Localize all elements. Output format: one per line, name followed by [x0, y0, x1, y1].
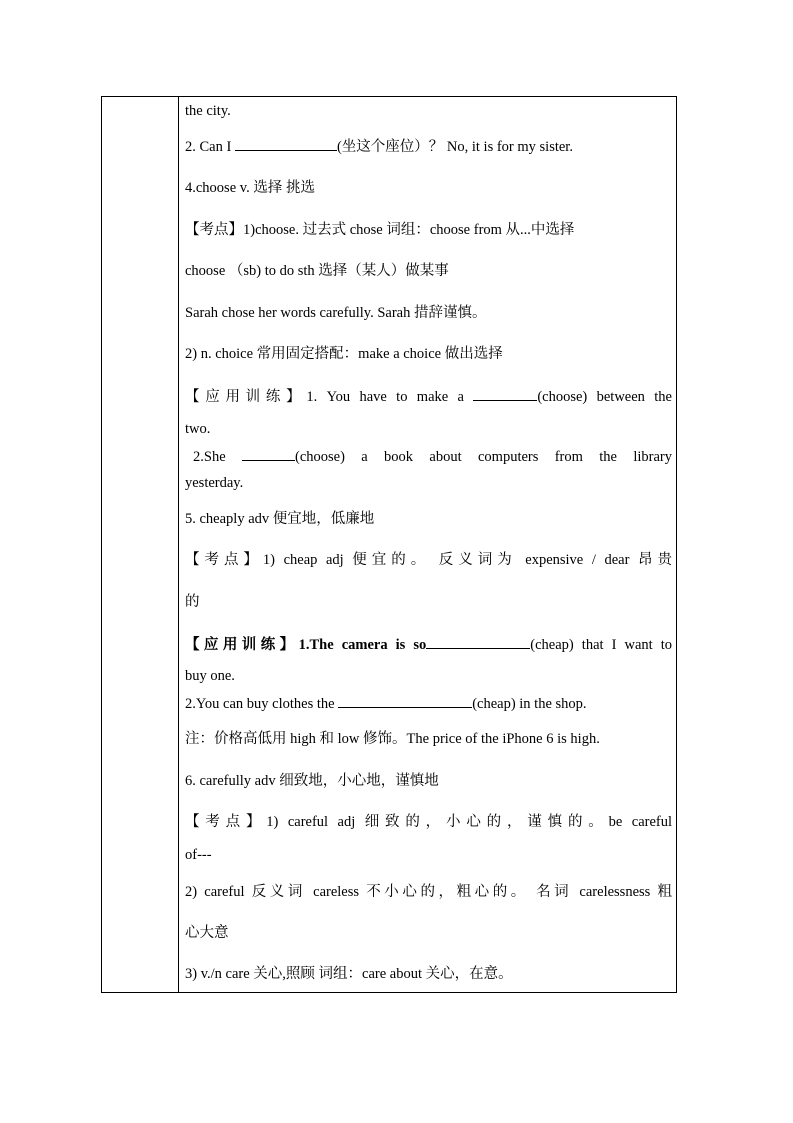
text-line: 3) v./n care 关心,照顾 词组：care about 关心，在意。	[185, 966, 513, 982]
vocab-heading: 5. cheaply adv 便宜地，低廉地	[185, 511, 375, 527]
key-point-line: 【考点】1)choose. 过去式 chose 词组：choose from 从...中选择	[185, 222, 575, 238]
exercise-text: 2.She	[193, 449, 242, 465]
text-line: 2) n. choice 常用固定搭配：make a choice 做出选择	[185, 346, 503, 362]
key-point-line: 【考点】1) careful adj 细致的，小心的，谨慎的。be careful	[185, 814, 672, 830]
vocab-heading: 6. carefully adv 细致地，小心地，谨慎地	[185, 773, 439, 789]
exercise-text: (choose) between the	[537, 389, 672, 405]
text-line: 心大意	[185, 925, 229, 941]
exercise-line	[185, 387, 672, 406]
note-line: 注：价格高低用 high 和 low 修饰。The price of the iPhone 6 is high.	[185, 731, 600, 747]
exercise-text: 【应用训练】1. You have to make a	[185, 389, 474, 405]
exercise-line	[185, 137, 573, 156]
vocab-heading: 4.choose v. 选择 挑选	[185, 180, 315, 196]
text-line: two.	[185, 421, 211, 437]
key-point-line: 【考点】1) cheap adj 便宜的。 反义词为 expensive / dear 昂贵	[185, 552, 672, 568]
text-line: of---	[185, 847, 212, 863]
exercise-text: 2. Can I	[185, 139, 235, 155]
text-line: yesterday.	[185, 475, 244, 491]
exercise-text: (choose) a book about computers from the library	[294, 449, 672, 465]
text-line: 2) careful 反义词 careless 不小心的，粗心的。 名词 carelessness 粗	[185, 884, 672, 900]
fill-blank[interactable]	[235, 137, 337, 151]
text-line: 的	[185, 594, 200, 610]
exercise-line	[193, 447, 672, 466]
exercise-text: (cheap) that I want to	[530, 637, 672, 653]
text-line: choose （sb) to do sth 选择（某人）做某事	[185, 263, 449, 279]
column-divider	[178, 97, 179, 992]
fill-blank[interactable]	[426, 635, 530, 649]
text-line: buy one.	[185, 668, 235, 684]
fill-blank[interactable]	[338, 694, 472, 708]
fill-blank[interactable]	[242, 447, 295, 461]
notes-table	[101, 96, 677, 993]
text-line: the city.	[185, 103, 231, 119]
example-sentence: Sarah chose her words carefully. Sarah 措辞谨慎。	[185, 305, 487, 321]
exercise-text: 2.You can buy clothes the	[185, 696, 339, 712]
exercise-text: (坐这个座位）？ No, it is for my sister.	[336, 139, 573, 155]
exercise-text: (cheap) in the shop.	[472, 696, 587, 712]
exercise-text: 【应用训练】1.The camera is so	[185, 637, 427, 653]
fill-blank[interactable]	[473, 387, 537, 401]
exercise-line	[185, 635, 672, 654]
exercise-line	[185, 694, 587, 713]
